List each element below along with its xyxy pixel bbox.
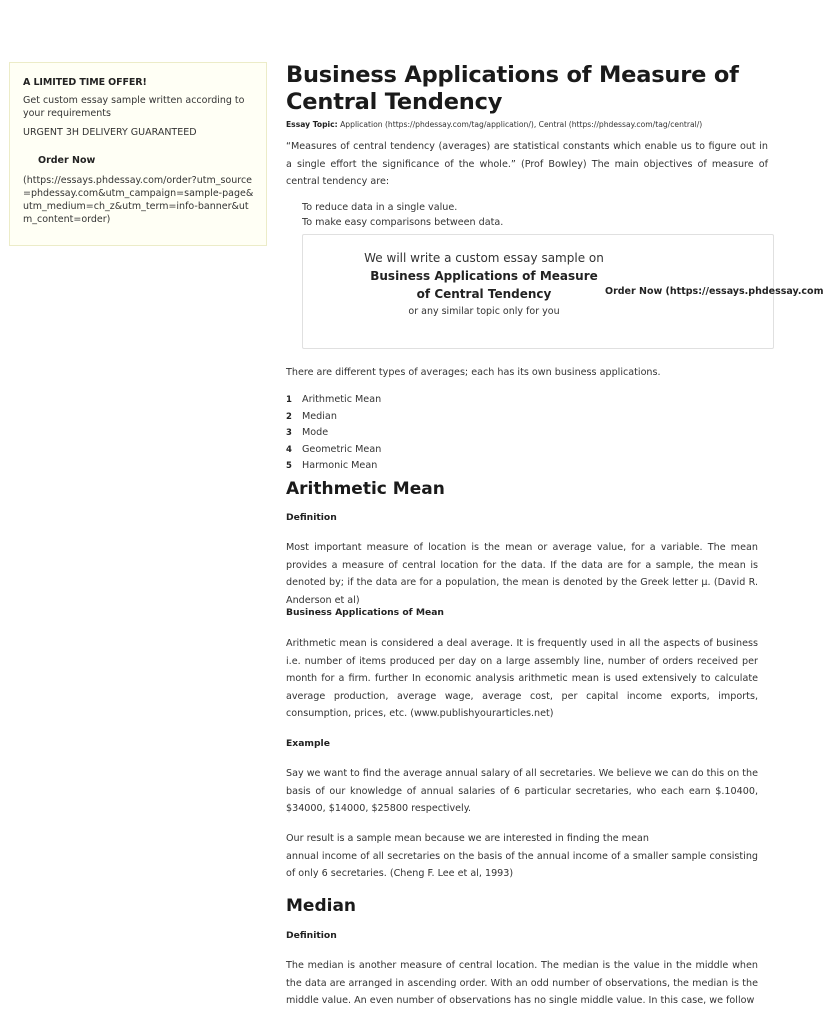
types-intro: There are different types of averages; each has its own business applications. bbox=[286, 367, 661, 378]
mean-definition-label: Definition bbox=[286, 512, 337, 523]
offer-text: Get custom essay sample written according to your requirements bbox=[23, 95, 245, 119]
offer-order-link[interactable]: Order Now bbox=[38, 155, 96, 166]
list-item: 3 Mode bbox=[286, 427, 329, 438]
essay-topic bbox=[286, 120, 768, 129]
cta-order-button[interactable]: Order Now (https://essays.phdessay.com bbox=[605, 286, 824, 297]
intro-paragraph: “Measures of central tendency (averages) are statistical constants which enable us to figure out in a single effort the significance of the whole.” (Prof Bowley) The main objectives of measure of central tendency are: bbox=[286, 141, 768, 187]
objective-item: To reduce data in a single value. bbox=[302, 201, 458, 213]
mean-example-label: Example bbox=[286, 738, 330, 749]
mean-applications-label: Business Applications of Mean bbox=[286, 607, 444, 618]
essay-topic-links[interactable]: Application (https://phdessay.com/tag/application/), Central (https://phdessay.com/tag/central/) bbox=[340, 120, 703, 129]
cta-essay-title bbox=[303, 267, 665, 303]
median-definition: The median is another measure of central location. The median is the value in the middle when the data are arranged in ascending order. With an odd number of observations, the median is the middle value. An even number of observations has no single middle value. In this case, we follow bbox=[286, 960, 758, 1006]
list-item: 5 Harmonic Mean bbox=[286, 460, 378, 471]
section-heading-mean: Arithmetic Mean bbox=[286, 479, 445, 499]
essay-cta-box bbox=[302, 234, 824, 349]
averages-list bbox=[286, 392, 381, 475]
mean-result-line-1: Our result is a sample mean because we are interested in finding the mean bbox=[286, 833, 649, 844]
median-definition-label: Definition bbox=[286, 930, 337, 941]
mean-result bbox=[286, 830, 758, 883]
mean-definition: Most important measure of location is the mean or average value, for a variable. The mean provides a measure of central location for the data. If the data are for a sample, the mean is denoted by; if the data are for a population, the mean is denoted by the Greek letter μ. (David R. Anderson et al) bbox=[286, 542, 758, 606]
cta-line-1: We will write a custom essay sample on bbox=[364, 251, 604, 265]
offer-box bbox=[9, 62, 267, 246]
offer-title: A LIMITED TIME OFFER! bbox=[23, 77, 147, 88]
offer-urgent: URGENT 3H DELIVERY GUARANTEED bbox=[23, 127, 197, 138]
list-item: 2 Median bbox=[286, 410, 337, 422]
article-title: Business Applications of Measure of Central Tendency bbox=[286, 62, 739, 115]
cta-essay-title-text: Business Applications of Measure of Central Tendency bbox=[370, 269, 598, 301]
list-item: 4 Geometric Mean bbox=[286, 443, 382, 455]
section-heading-median: Median bbox=[286, 896, 357, 916]
offer-order-url[interactable]: (https://essays.phdessay.com/order?utm_source=phdessay.com&utm_campaign=sample-page&utm_medium=ch_z&utm_term=info-banner&utm_content=order) bbox=[23, 175, 254, 225]
mean-result-line-2: annual income of all secretaries on the basis of the annual income of a smaller sample consisting of only 6 secretaries. (Cheng F. Lee et al, 1993) bbox=[286, 850, 758, 879]
objectives-list bbox=[302, 200, 768, 230]
article bbox=[286, 62, 824, 1006]
mean-example: Say we want to find the average annual salary of all secretaries. We believe we can do this on the basis of our knowledge of annual salaries of 6 particular secretaries, who each earn $.10400, $34000, $14000, $25800 respectively. bbox=[286, 768, 758, 814]
cta-line-3: or any similar topic only for you bbox=[408, 306, 560, 317]
list-item: 1 Arithmetic Mean bbox=[286, 394, 382, 405]
objective-item: To make easy comparisons between data. bbox=[302, 216, 504, 228]
mean-applications: Arithmetic mean is considered a deal average. It is frequently used in all the aspects of business i.e. number of items produced per day on a large assembly line, number of orders received per month for a firm. further In economic analysis arithmetic mean is used extensively to calculate average production, average wage, average cost, per capital income exports, imports, consumption, prices, etc. (www.publishyourarticles.net) bbox=[286, 638, 758, 719]
essay-topic-label: Essay Topic: bbox=[286, 120, 338, 129]
